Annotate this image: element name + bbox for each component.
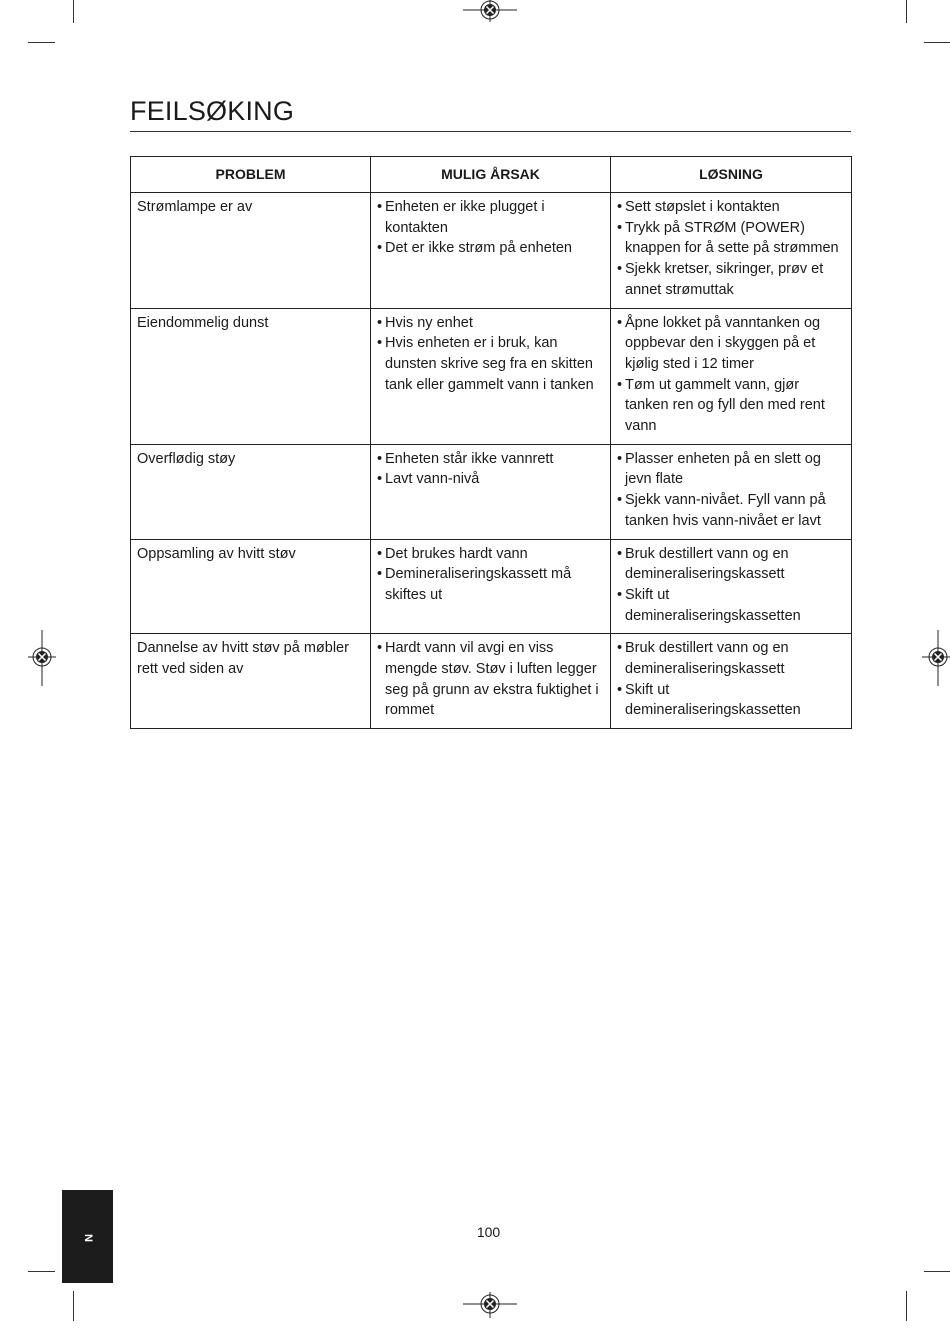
- list-item: • Sjekk vann-nivået. Fyll vann på tanken hvis vann-nivået er lavt: [617, 492, 826, 529]
- cause-cell: [371, 444, 611, 539]
- problem-cell: Strømlampe er av: [131, 193, 371, 309]
- list-item: • Demineraliseringskassett må skiftes ut: [377, 566, 572, 603]
- list-item: • Skift ut demineraliseringskassetten: [617, 586, 801, 624]
- crop-mark: [924, 1271, 950, 1272]
- solution-text: Åpne lokket på vanntanken og oppbevar den i skyggen på et kjølig sted i 12 timer: [625, 314, 821, 372]
- cause-text: Det er ikke strøm på enheten: [385, 240, 572, 257]
- table-row: [131, 308, 852, 444]
- list-item: • Hvis enheten er i bruk, kan dunsten skrive seg fra en skitten tank eller gammelt vann i tanken: [377, 335, 594, 393]
- troubleshooting-table: [130, 156, 852, 729]
- list-item: • Skift ut demineraliseringskassetten: [617, 681, 801, 719]
- solution-text: Bruk destillert vann og en demineraliseringskassett: [625, 545, 789, 583]
- cause-text: Enheten er ikke plugget i kontakten: [385, 199, 545, 236]
- solution-cell: [611, 308, 852, 444]
- cause-text: Hardt vann vil avgi en viss mengde støv. Støv i luften legger seg på grunn av ekstra fuktighet i rommet: [385, 640, 599, 719]
- solution-text: Trykk på STRØM (POWER) knappen for å sette på strømmen: [625, 219, 839, 257]
- list-item: • Bruk destillert vann og en demineraliseringskassett: [617, 545, 789, 583]
- solution-text: Skift ut demineraliseringskassetten: [625, 681, 801, 719]
- page-number: 100: [476, 1224, 501, 1240]
- list-item: • Det brukes hardt vann: [377, 545, 528, 562]
- table-row: [131, 539, 852, 634]
- crop-mark: [28, 42, 55, 43]
- solution-cell: [611, 634, 852, 729]
- crop-mark: [924, 42, 950, 43]
- crop-mark: [73, 0, 74, 23]
- problem-cell: Dannelse av hvitt støv på møbler rett ved siden av: [131, 634, 371, 729]
- cause-text: Hvis enheten er i bruk, kan dunsten skrive seg fra en skitten tank eller gammelt vann i tanken: [385, 335, 594, 393]
- problem-cell: Oppsamling av hvitt støv: [131, 539, 371, 634]
- list-item: • Sett støpslet i kontakten: [617, 199, 780, 215]
- list-item: • Åpne lokket på vanntanken og oppbevar den i skyggen på et kjølig sted i 12 timer: [617, 314, 821, 372]
- title-divider: [130, 131, 851, 132]
- list-item: • Enheten står ikke vannrett: [377, 450, 554, 467]
- column-header-cause: MULIG ÅRSAK: [371, 157, 611, 193]
- list-item: • Plasser enheten på en slett og jevn flate: [617, 450, 821, 488]
- cause-cell: [371, 193, 611, 309]
- registration-mark-icon: [463, 0, 517, 22]
- column-header-problem: PROBLEM: [131, 157, 371, 193]
- cause-text: Det brukes hardt vann: [385, 545, 528, 562]
- solution-cell: [611, 193, 852, 309]
- list-item: • Trykk på STRØM (POWER) knappen for å sette på strømmen: [617, 219, 839, 257]
- list-item: • Hardt vann vil avgi en viss mengde støv. Støv i luften legger seg på grunn av ekstra fuktighet i rommet: [377, 640, 599, 719]
- language-tab-label: N: [81, 1234, 94, 1242]
- cause-text: Lavt vann-nivå: [385, 471, 480, 488]
- cause-cell: [371, 308, 611, 444]
- list-item: • Hvis ny enhet: [377, 314, 473, 331]
- registration-mark-icon: [28, 630, 56, 686]
- crop-mark: [906, 1291, 907, 1321]
- table-row: [131, 634, 852, 729]
- solution-text: Sjekk kretser, sikringer, prøv et annet strømuttak: [625, 261, 824, 298]
- list-item: • Enheten er ikke plugget i kontakten: [377, 199, 545, 236]
- cause-text: Enheten står ikke vannrett: [385, 450, 554, 467]
- cause-text: Hvis ny enhet: [385, 314, 473, 331]
- table-header-row: [131, 157, 852, 193]
- list-item: • Bruk destillert vann og en demineraliseringskassett: [617, 640, 789, 678]
- list-item: • Sjekk kretser, sikringer, prøv et annet strømuttak: [617, 261, 824, 298]
- registration-mark-icon: [463, 1292, 517, 1318]
- problem-cell: Overflødig støy: [131, 444, 371, 539]
- list-item: • Tøm ut gammelt vann, gjør tanken ren og fyll den med rent vann: [617, 376, 825, 435]
- cause-text: Demineraliseringskassett må skiftes ut: [385, 566, 572, 603]
- solution-text: Skift ut demineraliseringskassetten: [625, 586, 801, 624]
- table-row: [131, 444, 852, 539]
- column-header-solution: LØSNING: [611, 157, 852, 193]
- solution-text: Sett støpslet i kontakten: [625, 199, 780, 215]
- solution-text: Tøm ut gammelt vann, gjør tanken ren og fyll den med rent vann: [625, 376, 825, 435]
- solution-cell: [611, 444, 852, 539]
- list-item: • Det er ikke strøm på enheten: [377, 240, 572, 257]
- solution-text: Plasser enheten på en slett og jevn flate: [625, 450, 821, 488]
- cause-cell: [371, 634, 611, 729]
- crop-mark: [73, 1291, 74, 1321]
- table-row: [131, 193, 852, 309]
- crop-mark: [906, 0, 907, 23]
- crop-mark: [28, 1271, 55, 1272]
- solution-cell: [611, 539, 852, 634]
- problem-cell: Eiendommelig dunst: [131, 308, 371, 444]
- solution-text: Sjekk vann-nivået. Fyll vann på tanken hvis vann-nivået er lavt: [625, 492, 826, 529]
- page-title: FEILSØKING: [130, 96, 295, 126]
- list-item: • Lavt vann-nivå: [377, 471, 480, 488]
- solution-text: Bruk destillert vann og en demineraliseringskassett: [625, 640, 789, 678]
- cause-cell: [371, 539, 611, 634]
- registration-mark-icon: [922, 630, 950, 686]
